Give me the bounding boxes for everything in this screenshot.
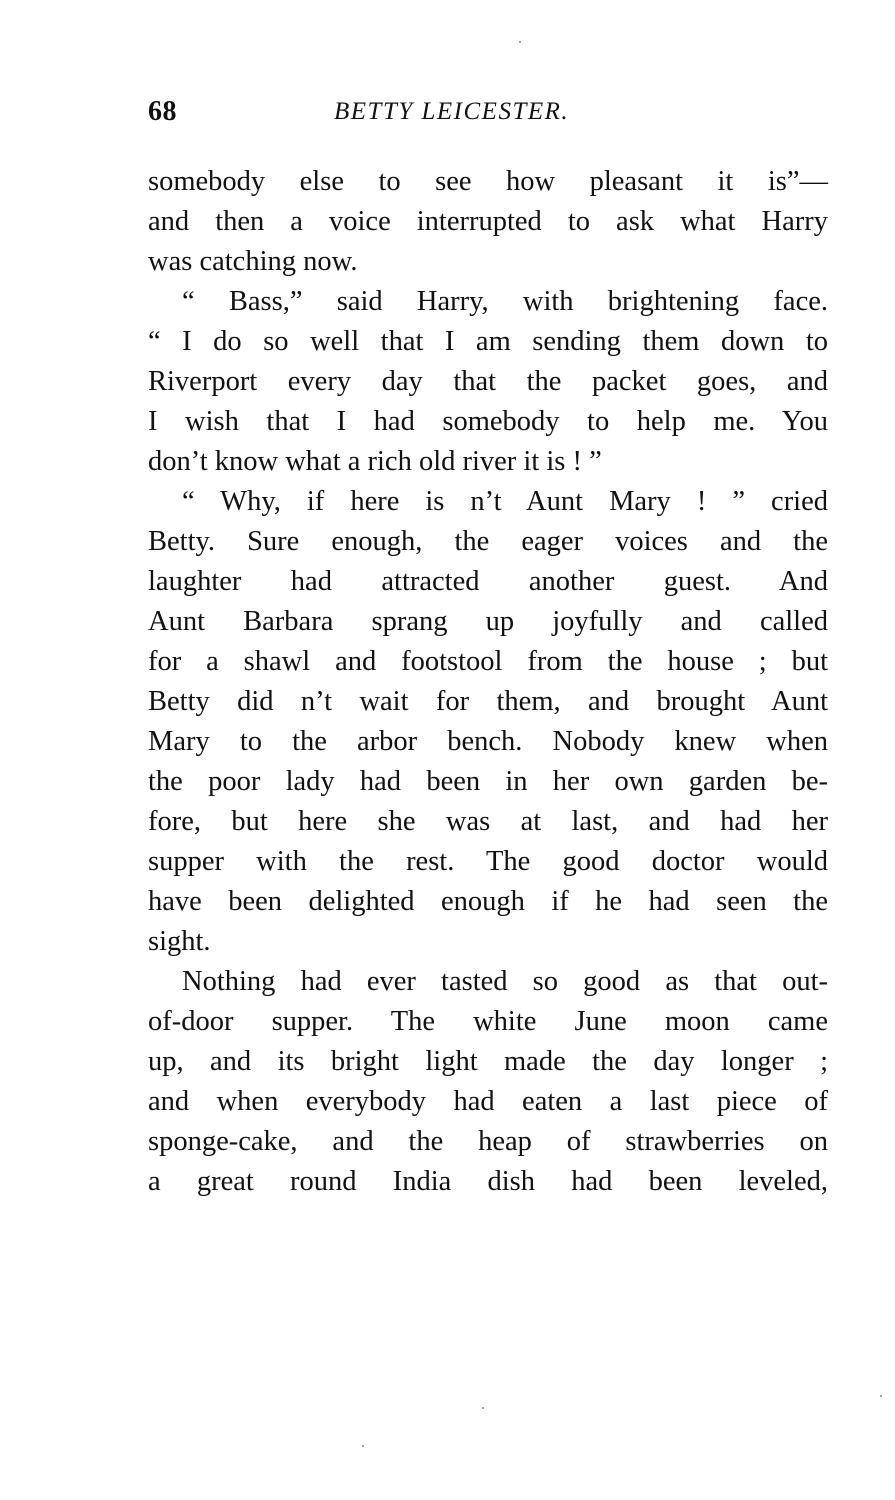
- text-line: Betty. Sure enough, the eager voices and the: [148, 526, 828, 557]
- text-line: “ I do so well that I am sending them down to: [148, 326, 828, 357]
- text-line: was catching now.: [148, 246, 358, 277]
- page-header: [148, 96, 828, 136]
- scan-speck: [482, 1407, 484, 1409]
- scan-speck: [880, 1395, 882, 1397]
- text-line: fore, but here she was at last, and had her: [148, 806, 828, 837]
- text-line: I wish that I had somebody to help me. You: [148, 406, 828, 437]
- text-line: Mary to the arbor bench. Nobody knew when: [148, 726, 828, 757]
- text-line: a great round India dish had been leveled,: [148, 1166, 828, 1197]
- text-line: the poor lady had been in her own garden be-: [148, 766, 828, 797]
- body-text: [148, 162, 828, 1202]
- text-line: somebody else to see how pleasant it is”—: [148, 166, 828, 197]
- text-line: and then a voice interrupted to ask what Harry: [148, 206, 828, 237]
- text-line: “ Bass,” said Harry, with brightening face.: [182, 286, 828, 317]
- text-line: sponge-cake, and the heap of strawberries on: [148, 1126, 828, 1157]
- text-line: Riverport every day that the packet goes, and: [148, 366, 828, 397]
- text-line: don’t know what a rich old river it is ! ”: [148, 446, 602, 477]
- text-line: Betty did n’t wait for them, and brought Aunt: [148, 686, 828, 717]
- text-line: have been delighted enough if he had seen the: [148, 886, 828, 917]
- text-line: supper with the rest. The good doctor would: [148, 846, 828, 877]
- running-head: BETTY LEICESTER.: [334, 98, 570, 125]
- text-line: up, and its bright light made the day longer ;: [148, 1046, 828, 1077]
- text-line: “ Why, if here is n’t Aunt Mary ! ” cried: [182, 486, 828, 517]
- text-line: sight.: [148, 926, 211, 957]
- text-line: Nothing had ever tasted so good as that out-: [182, 966, 828, 997]
- text-line: laughter had attracted another guest. And: [148, 566, 828, 597]
- scan-speck: [519, 41, 521, 43]
- text-line: and when everybody had eaten a last piece of: [148, 1086, 828, 1117]
- text-line: for a shawl and footstool from the house ; but: [148, 646, 828, 677]
- scan-speck: [362, 1445, 364, 1447]
- page-number: 68: [148, 96, 177, 127]
- text-line: Aunt Barbara sprang up joyfully and called: [148, 606, 828, 637]
- text-line: of-door supper. The white June moon came: [148, 1006, 828, 1037]
